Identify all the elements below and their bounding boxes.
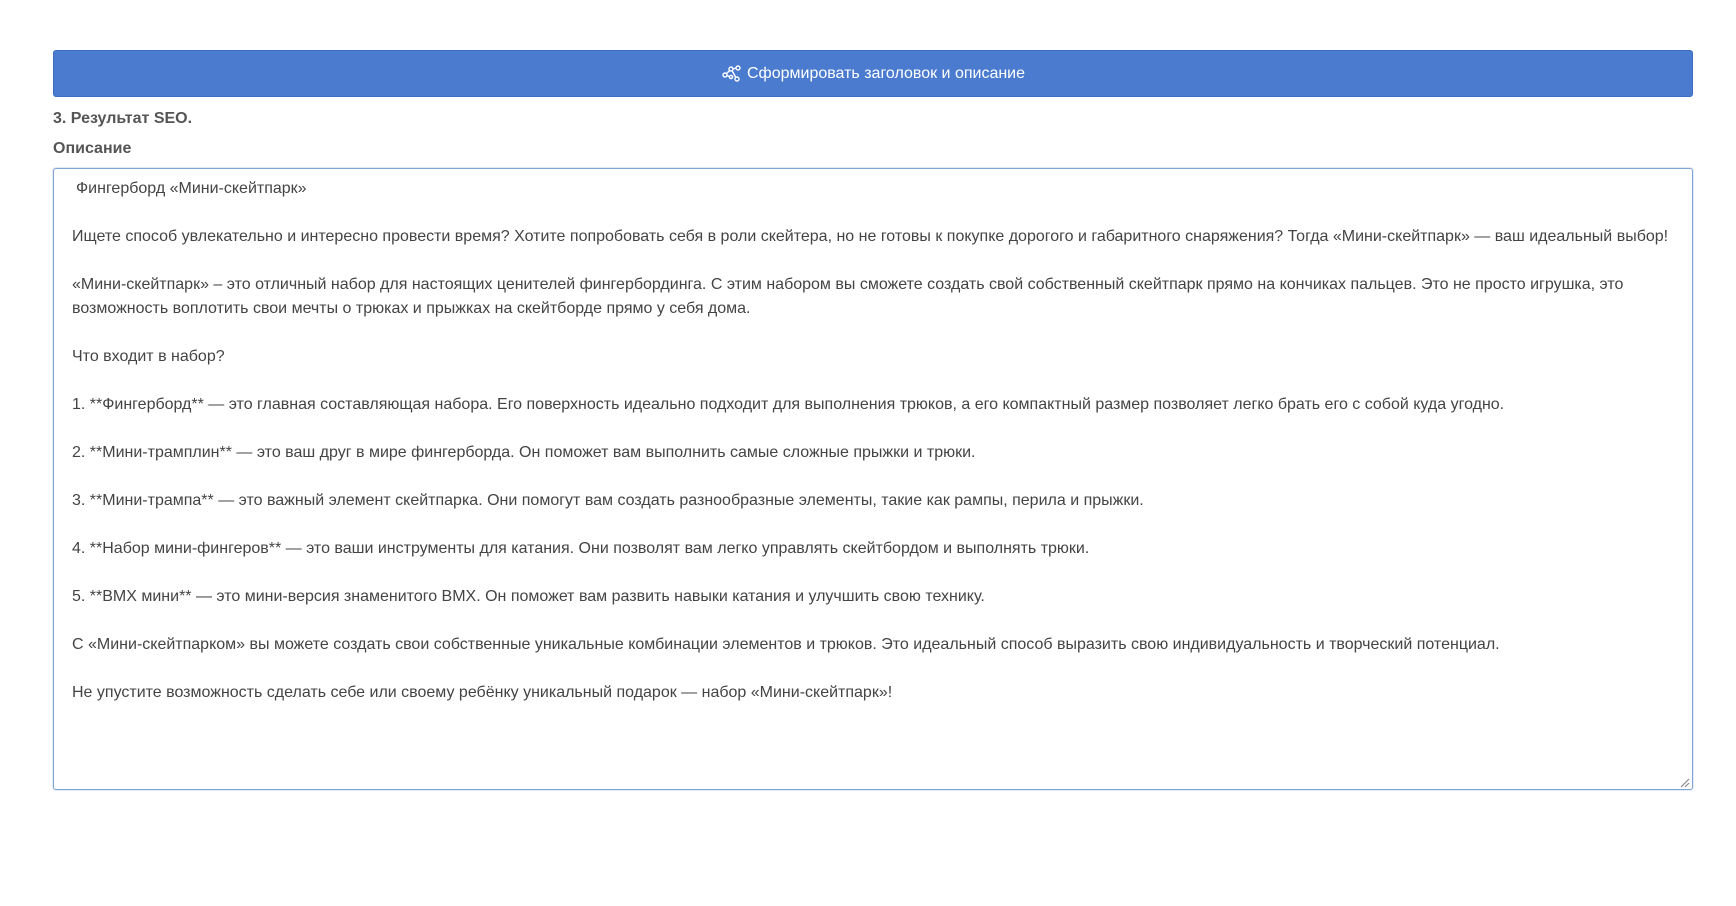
description-paragraph: Ищете способ увлекательно и интересно провести время? Хотите попробовать себя в роли скейтера, но не готовы к покупке дорогого и габаритного снаряжения? Тогда «Мини-скейтпарк» — ваш идеальный выбор! — [72, 228, 1669, 245]
description-paragraph: С «Мини-скейтпарком» вы можете создать свои собственные уникальные комбинации элементов и трюков. Это идеальный способ выразить свою индивидуальность и творческий потенциал. — [72, 636, 1500, 653]
description-paragraph: «Мини-скейтпарк» – это отличный набор для настоящих ценителей фингербординга. С этим набором вы сможете создать свой собственный скейтпарк прямо на кончиках пальцев. Это не просто игрушка, это возможность воплотить свои мечты о трюках и прыжках на скейтборде прямо у себя дома. — [72, 276, 1628, 317]
network-nodes-icon — [721, 64, 743, 84]
description-paragraph: 5. **BMX мини** — это мини-версия знаменитого BMX. Он поможет вам развить навыки катания и улучшить свою технику. — [72, 588, 985, 605]
seo-panel — [53, 50, 1693, 790]
description-paragraph: 1. **Фингерборд** — это главная составляющая набора. Его поверхность идеально подходит для выполнения трюков, а его компактный размер позволяет легко брать его с собой куда угодно. — [72, 396, 1505, 413]
description-paragraph: 4. **Набор мини-фингеров** — это ваши инструменты для катания. Они позволят вам легко управлять скейтбордом и выполнять трюки. — [72, 540, 1090, 557]
description-paragraph: Фингерборд «Мини-скейтпарк» — [76, 180, 307, 197]
description-paragraph: 2. **Мини-трамплин** — это ваш друг в мире фингерборда. Он поможет вам выполнить самые сложные прыжки и трюки. — [72, 444, 976, 461]
section-title: 3. Результат SEO. — [53, 110, 193, 127]
resize-handle-icon[interactable] — [1678, 775, 1690, 787]
description-text — [72, 177, 1674, 729]
generate-button-label: Сформировать заголовок и описание — [746, 64, 1026, 82]
generate-title-description-button[interactable] — [53, 50, 1693, 97]
description-paragraph: Что входит в набор? — [72, 348, 225, 365]
description-paragraph: 3. **Мини-трампа** — это важный элемент скейтпарка. Они помогут вам создать разнообразные элементы, такие как рампы, перила и прыжки. — [72, 492, 1144, 509]
description-paragraph: Не упустите возможность сделать себе или своему ребёнку уникальный подарок — набор «Мини-скейтпарк»! — [72, 684, 893, 701]
description-textarea[interactable] — [53, 168, 1693, 790]
description-label: Описание — [53, 140, 132, 157]
